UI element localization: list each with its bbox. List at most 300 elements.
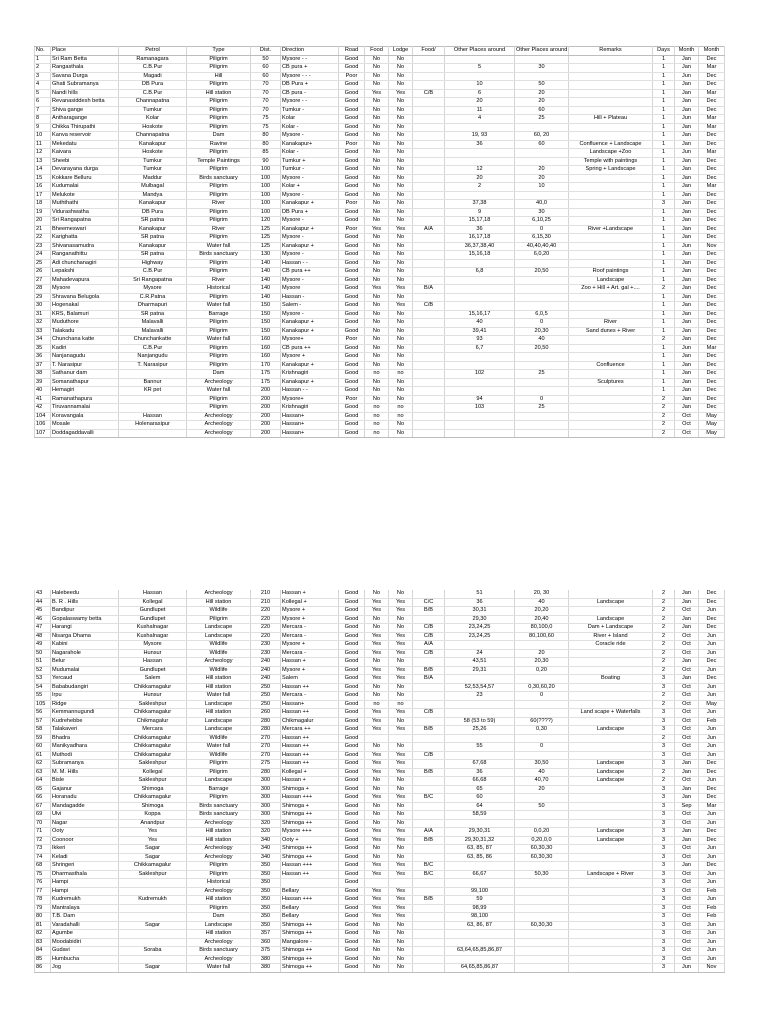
cell-direction: Hassan+ bbox=[281, 700, 339, 709]
cell-no: 67 bbox=[35, 802, 51, 811]
cell-food: No bbox=[365, 98, 389, 107]
cell-month-from: Oct bbox=[675, 955, 699, 964]
header-lodge: Lodge bbox=[389, 47, 413, 56]
table-row bbox=[35, 55, 725, 64]
cell-no: 82 bbox=[35, 930, 51, 939]
cell-petrol: Sagar bbox=[119, 921, 187, 930]
cell-month-from: Jan bbox=[675, 55, 699, 64]
cell-direction: Hassan + bbox=[281, 777, 339, 786]
cell-remarks bbox=[569, 353, 653, 362]
cell-road: Good bbox=[339, 412, 365, 421]
cell-remarks bbox=[569, 666, 653, 675]
cell-petrol: Kanakapur bbox=[119, 225, 187, 234]
cell-food: No bbox=[365, 174, 389, 183]
cell-road: Good bbox=[339, 293, 365, 302]
cell-month-from: Jan bbox=[675, 157, 699, 166]
cell-type: Archeology bbox=[187, 845, 251, 854]
cell-road: Good bbox=[339, 624, 365, 633]
cell-remarks bbox=[569, 370, 653, 379]
cell-petrol: Maddur bbox=[119, 174, 187, 183]
cell-no: 56 bbox=[35, 709, 51, 718]
cell-other-places-2: 30,50 bbox=[515, 760, 569, 769]
cell-food-lodge-grade bbox=[413, 938, 445, 947]
cell-no: 85 bbox=[35, 955, 51, 964]
cell-road: Good bbox=[339, 632, 365, 641]
cell-food-lodge-grade bbox=[413, 293, 445, 302]
cell-place: Hogenakal bbox=[51, 302, 119, 311]
cell-petrol: Hassan bbox=[119, 658, 187, 667]
cell-food-lodge-grade bbox=[413, 853, 445, 862]
cell-food: no bbox=[365, 421, 389, 430]
cell-month-to: Dec bbox=[699, 658, 725, 667]
table-row bbox=[35, 344, 725, 353]
cell-no: 12 bbox=[35, 149, 51, 158]
cell-days: 1 bbox=[653, 72, 675, 81]
cell-road: Good bbox=[339, 421, 365, 430]
cell-month-to: Dec bbox=[699, 268, 725, 277]
cell-direction: Hassan ++ bbox=[281, 734, 339, 743]
table-row bbox=[35, 293, 725, 302]
cell-month-from: Oct bbox=[675, 692, 699, 701]
cell-lodge: Yes bbox=[389, 768, 413, 777]
cell-road: Good bbox=[339, 938, 365, 947]
cell-other-places-1: 63, 85, 86 bbox=[445, 853, 515, 862]
cell-type: Temple Paintings bbox=[187, 157, 251, 166]
cell-food: no bbox=[365, 700, 389, 709]
cell-place: T.B. Dam bbox=[51, 913, 119, 922]
table-row bbox=[35, 208, 725, 217]
cell-food-lodge-grade bbox=[413, 412, 445, 421]
cell-petrol: Kanakapur bbox=[119, 242, 187, 251]
cell-food-lodge-grade bbox=[413, 683, 445, 692]
cell-remarks bbox=[569, 259, 653, 268]
cell-type: Hill station bbox=[187, 683, 251, 692]
cell-remarks bbox=[569, 302, 653, 311]
cell-month-to: Jun bbox=[699, 853, 725, 862]
cell-place: Muthodi bbox=[51, 751, 119, 760]
cell-no: 20 bbox=[35, 217, 51, 226]
cell-petrol: Gundlupet bbox=[119, 615, 187, 624]
cell-lodge: No bbox=[389, 624, 413, 633]
cell-lodge: Yes bbox=[389, 632, 413, 641]
cell-other-places-1: 40 bbox=[445, 319, 515, 328]
cell-no: 24 bbox=[35, 251, 51, 260]
cell-month-to: Jun bbox=[699, 709, 725, 718]
cell-month-from: Oct bbox=[675, 896, 699, 905]
cell-type: Birds sanctuary bbox=[187, 251, 251, 260]
cell-days: 1 bbox=[653, 106, 675, 115]
cell-month-from: Jan bbox=[675, 217, 699, 226]
cell-direction: Kolar + bbox=[281, 183, 339, 192]
cell-month-from: Jan bbox=[675, 208, 699, 217]
cell-food: No bbox=[365, 802, 389, 811]
travel-table-2 bbox=[34, 590, 724, 973]
cell-days: 1 bbox=[653, 353, 675, 362]
cell-food-lodge-grade: C/B bbox=[413, 302, 445, 311]
cell-food: Yes bbox=[365, 641, 389, 650]
cell-remarks bbox=[569, 802, 653, 811]
cell-type: Piligrim bbox=[187, 208, 251, 217]
cell-dist: 250 bbox=[251, 692, 281, 701]
cell-food-lodge-grade bbox=[413, 217, 445, 226]
table-row bbox=[35, 327, 725, 336]
cell-food: No bbox=[365, 268, 389, 277]
cell-food: Yes bbox=[365, 760, 389, 769]
cell-days: 3 bbox=[653, 683, 675, 692]
cell-other-places-2 bbox=[515, 421, 569, 430]
cell-dist: 140 bbox=[251, 285, 281, 294]
cell-remarks bbox=[569, 421, 653, 430]
cell-food: No bbox=[365, 251, 389, 260]
cell-days: 2 bbox=[653, 395, 675, 404]
cell-month-from: Jan bbox=[675, 259, 699, 268]
cell-remarks bbox=[569, 853, 653, 862]
cell-petrol: Mulbagal bbox=[119, 183, 187, 192]
cell-food: Yes bbox=[365, 768, 389, 777]
cell-other-places-2: 25 bbox=[515, 404, 569, 413]
cell-dist: 300 bbox=[251, 785, 281, 794]
table-row bbox=[35, 947, 725, 956]
cell-days: 3 bbox=[653, 675, 675, 684]
cell-petrol: Chikkamagalur bbox=[119, 709, 187, 718]
cell-direction: CB pura - bbox=[281, 89, 339, 98]
cell-month-to: May bbox=[699, 421, 725, 430]
cell-other-places-1: 36 bbox=[445, 225, 515, 234]
cell-type: Piligrim bbox=[187, 123, 251, 132]
cell-road: Good bbox=[339, 361, 365, 370]
cell-other-places-2: 0,0,20 bbox=[515, 828, 569, 837]
cell-days: 2 bbox=[653, 421, 675, 430]
cell-lodge: No bbox=[389, 590, 413, 598]
table-row bbox=[35, 149, 725, 158]
cell-road: Good bbox=[339, 777, 365, 786]
cell-direction: Hassan - - bbox=[281, 387, 339, 396]
cell-direction: Kanakapur + bbox=[281, 200, 339, 209]
cell-month-from: Jan bbox=[675, 310, 699, 319]
cell-month-to: Dec bbox=[699, 81, 725, 90]
cell-direction: Shimoga ++ bbox=[281, 964, 339, 973]
cell-no: 33 bbox=[35, 327, 51, 336]
cell-lodge: Yes bbox=[389, 285, 413, 294]
cell-no: 30 bbox=[35, 302, 51, 311]
cell-month-from: Jan bbox=[675, 598, 699, 607]
cell-direction: Hassan + bbox=[281, 658, 339, 667]
cell-other-places-1: 102 bbox=[445, 370, 515, 379]
cell-lodge bbox=[389, 879, 413, 888]
cell-dist: 80 bbox=[251, 140, 281, 149]
cell-other-places-1: 6,8 bbox=[445, 268, 515, 277]
table-row bbox=[35, 378, 725, 387]
cell-place: Sheebi bbox=[51, 157, 119, 166]
cell-month-from: Oct bbox=[675, 845, 699, 854]
cell-place: Mudumalai bbox=[51, 666, 119, 675]
cell-month-to: Jun bbox=[699, 879, 725, 888]
cell-remarks bbox=[569, 98, 653, 107]
cell-lodge: No bbox=[389, 811, 413, 820]
cell-days: 1 bbox=[653, 319, 675, 328]
cell-food: No bbox=[365, 327, 389, 336]
cell-lodge: Yes bbox=[389, 302, 413, 311]
cell-road: Good bbox=[339, 743, 365, 752]
cell-food: Yes bbox=[365, 828, 389, 837]
cell-month-from: Oct bbox=[675, 412, 699, 421]
cell-place: Kadiri bbox=[51, 344, 119, 353]
cell-days: 2 bbox=[653, 285, 675, 294]
cell-remarks: Landscape bbox=[569, 276, 653, 285]
cell-lodge: No bbox=[389, 81, 413, 90]
cell-days: 1 bbox=[653, 234, 675, 243]
cell-remarks bbox=[569, 72, 653, 81]
table-row bbox=[35, 268, 725, 277]
cell-direction: CB pura + bbox=[281, 64, 339, 73]
cell-month-from: Oct bbox=[675, 700, 699, 709]
cell-lodge: no bbox=[389, 404, 413, 413]
cell-other-places-1: 6,7 bbox=[445, 344, 515, 353]
cell-type: Hill station bbox=[187, 930, 251, 939]
cell-food-lodge-grade: C/B bbox=[413, 624, 445, 633]
cell-month-to: Dec bbox=[699, 675, 725, 684]
cell-month-to: Dec bbox=[699, 760, 725, 769]
cell-days: 3 bbox=[653, 921, 675, 930]
cell-month-from: Oct bbox=[675, 666, 699, 675]
cell-month-to: Dec bbox=[699, 55, 725, 64]
cell-petrol: Channapatna bbox=[119, 98, 187, 107]
cell-month-from: Jan bbox=[675, 132, 699, 141]
cell-dist: 140 bbox=[251, 268, 281, 277]
cell-no: 107 bbox=[35, 429, 51, 438]
cell-place: Kabini bbox=[51, 641, 119, 650]
cell-month-to: Jun bbox=[699, 683, 725, 692]
cell-month-from: Jan bbox=[675, 836, 699, 845]
cell-month-from: Oct bbox=[675, 632, 699, 641]
table-row bbox=[35, 429, 725, 438]
cell-petrol bbox=[119, 913, 187, 922]
cell-month-to: Jun bbox=[699, 870, 725, 879]
cell-road: Good bbox=[339, 887, 365, 896]
cell-lodge: Yes bbox=[389, 675, 413, 684]
cell-direction: DB Pura + bbox=[281, 81, 339, 90]
cell-direction: CB pura ++ bbox=[281, 268, 339, 277]
cell-dist: 270 bbox=[251, 743, 281, 752]
cell-type: Birds sanctuary bbox=[187, 802, 251, 811]
cell-lodge: No bbox=[389, 683, 413, 692]
cell-remarks bbox=[569, 904, 653, 913]
table-header-row bbox=[35, 47, 725, 56]
cell-food-lodge-grade: C/B bbox=[413, 751, 445, 760]
cell-place: Shiva gange bbox=[51, 106, 119, 115]
cell-petrol: Chikkamagalur bbox=[119, 751, 187, 760]
cell-dist: 360 bbox=[251, 938, 281, 947]
cell-place: Devarayana durga bbox=[51, 166, 119, 175]
cell-days: 1 bbox=[653, 140, 675, 149]
cell-dist: 125 bbox=[251, 234, 281, 243]
cell-other-places-2: 20,30 bbox=[515, 658, 569, 667]
table-row bbox=[35, 395, 725, 404]
cell-other-places-2 bbox=[515, 412, 569, 421]
cell-direction: Mysore - bbox=[281, 251, 339, 260]
cell-road: Good bbox=[339, 598, 365, 607]
cell-other-places-2: 20 bbox=[515, 649, 569, 658]
cell-lodge: No bbox=[389, 234, 413, 243]
cell-month-from: Oct bbox=[675, 641, 699, 650]
cell-remarks: Spring + Landscape bbox=[569, 166, 653, 175]
cell-direction: Mysore - bbox=[281, 276, 339, 285]
cell-remarks bbox=[569, 862, 653, 871]
cell-month-to: Dec bbox=[699, 200, 725, 209]
cell-no: 52 bbox=[35, 666, 51, 675]
cell-road: Good bbox=[339, 921, 365, 930]
cell-month-to: Dec bbox=[699, 862, 725, 871]
cell-petrol: Chikkamagalur bbox=[119, 794, 187, 803]
cell-other-places-1 bbox=[445, 819, 515, 828]
cell-no: 83 bbox=[35, 938, 51, 947]
cell-place: Keladi bbox=[51, 853, 119, 862]
cell-direction: Hassan - - bbox=[281, 259, 339, 268]
cell-lodge: No bbox=[389, 658, 413, 667]
cell-no: 26 bbox=[35, 268, 51, 277]
cell-food-lodge-grade bbox=[413, 964, 445, 973]
cell-remarks bbox=[569, 649, 653, 658]
cell-remarks bbox=[569, 64, 653, 73]
cell-days: 3 bbox=[653, 743, 675, 752]
cell-road: Good bbox=[339, 879, 365, 888]
cell-lodge: No bbox=[389, 743, 413, 752]
cell-other-places-2: 20,50 bbox=[515, 268, 569, 277]
cell-direction: Shimoga ++ bbox=[281, 811, 339, 820]
cell-dist: 280 bbox=[251, 717, 281, 726]
cell-food: No bbox=[365, 319, 389, 328]
cell-type: Piligrim bbox=[187, 344, 251, 353]
cell-food-lodge-grade bbox=[413, 132, 445, 141]
cell-direction: Hassan - bbox=[281, 293, 339, 302]
cell-remarks bbox=[569, 683, 653, 692]
cell-food-lodge-grade bbox=[413, 429, 445, 438]
cell-days: 3 bbox=[653, 828, 675, 837]
cell-road: Good bbox=[339, 268, 365, 277]
cell-no: 15 bbox=[35, 174, 51, 183]
cell-road: Good bbox=[339, 98, 365, 107]
cell-food-lodge-grade: C/C bbox=[413, 598, 445, 607]
cell-month-to: Dec bbox=[699, 208, 725, 217]
cell-road: Good bbox=[339, 700, 365, 709]
cell-type: Archeology bbox=[187, 658, 251, 667]
cell-month-to: Jun bbox=[699, 743, 725, 752]
cell-month-to: Dec bbox=[699, 404, 725, 413]
cell-type: Archeology bbox=[187, 853, 251, 862]
header-other-places-1: Other Places around bbox=[445, 47, 515, 56]
cell-food: Yes bbox=[365, 607, 389, 616]
cell-no: 22 bbox=[35, 234, 51, 243]
cell-dist: 130 bbox=[251, 251, 281, 260]
cell-food-lodge-grade bbox=[413, 115, 445, 124]
cell-place: Muduthore bbox=[51, 319, 119, 328]
cell-place: Nanjanagudu bbox=[51, 353, 119, 362]
cell-no: 35 bbox=[35, 344, 51, 353]
cell-direction: Shimoga ++ bbox=[281, 845, 339, 854]
cell-month-from: Oct bbox=[675, 819, 699, 828]
cell-other-places-2: 50 bbox=[515, 802, 569, 811]
cell-place: Ooty bbox=[51, 828, 119, 837]
cell-food: No bbox=[365, 157, 389, 166]
cell-road: Good bbox=[339, 123, 365, 132]
cell-other-places-1: 15,16,18 bbox=[445, 251, 515, 260]
table-1-body bbox=[35, 55, 725, 438]
cell-place: Nagarahole bbox=[51, 649, 119, 658]
table-row bbox=[35, 404, 725, 413]
cell-food: No bbox=[365, 310, 389, 319]
cell-remarks bbox=[569, 429, 653, 438]
cell-other-places-1 bbox=[445, 72, 515, 81]
cell-month-from: Jan bbox=[675, 89, 699, 98]
cell-road: Good bbox=[339, 641, 365, 650]
cell-dist: 300 bbox=[251, 794, 281, 803]
cell-lodge: No bbox=[389, 115, 413, 124]
cell-place: Vidurashwatha bbox=[51, 208, 119, 217]
cell-no: 7 bbox=[35, 106, 51, 115]
cell-direction: Mysore - - bbox=[281, 55, 339, 64]
cell-other-places-1 bbox=[445, 123, 515, 132]
cell-food-lodge-grade bbox=[413, 930, 445, 939]
cell-days: 1 bbox=[653, 183, 675, 192]
cell-other-places-1: 30,31 bbox=[445, 607, 515, 616]
cell-lodge: No bbox=[389, 395, 413, 404]
cell-month-to: Jun bbox=[699, 947, 725, 956]
table-row bbox=[35, 921, 725, 930]
cell-food: no bbox=[365, 404, 389, 413]
cell-other-places-2: 40 bbox=[515, 598, 569, 607]
cell-month-from: Jan bbox=[675, 387, 699, 396]
cell-food-lodge-grade bbox=[413, 387, 445, 396]
cell-place: Kaivara bbox=[51, 149, 119, 158]
cell-petrol: Malavalli bbox=[119, 327, 187, 336]
cell-month-from: Jan bbox=[675, 302, 699, 311]
cell-other-places-1: 64,65,85,86,87 bbox=[445, 964, 515, 973]
cell-other-places-1 bbox=[445, 157, 515, 166]
cell-petrol: Mysore bbox=[119, 285, 187, 294]
cell-other-places-2 bbox=[515, 947, 569, 956]
cell-type: Piligrim bbox=[187, 404, 251, 413]
cell-place: Tiruvannamalai bbox=[51, 404, 119, 413]
cell-type: Landscape bbox=[187, 726, 251, 735]
cell-other-places-2 bbox=[515, 191, 569, 200]
cell-petrol: Yes bbox=[119, 828, 187, 837]
cell-no: 84 bbox=[35, 947, 51, 956]
cell-direction: Mercara - bbox=[281, 692, 339, 701]
cell-type: Piligrim bbox=[187, 115, 251, 124]
table-row bbox=[35, 81, 725, 90]
cell-other-places-1 bbox=[445, 930, 515, 939]
cell-days: 1 bbox=[653, 370, 675, 379]
cell-dist: 340 bbox=[251, 845, 281, 854]
cell-lodge: Yes bbox=[389, 751, 413, 760]
cell-type: Wildlife bbox=[187, 649, 251, 658]
cell-direction: Krishnagiri bbox=[281, 370, 339, 379]
cell-month-from: Jan bbox=[675, 658, 699, 667]
cell-other-places-1: 15,16,17 bbox=[445, 310, 515, 319]
cell-petrol: Magadi bbox=[119, 72, 187, 81]
cell-direction: Salem bbox=[281, 675, 339, 684]
cell-direction: Chikmagalur bbox=[281, 717, 339, 726]
cell-other-places-2 bbox=[515, 157, 569, 166]
cell-direction: Hassan ++ bbox=[281, 751, 339, 760]
cell-dist: 220 bbox=[251, 624, 281, 633]
cell-dist: 250 bbox=[251, 683, 281, 692]
cell-other-places-2: 6,0,20 bbox=[515, 251, 569, 260]
cell-food bbox=[365, 734, 389, 743]
cell-month-from: Jan bbox=[675, 862, 699, 871]
cell-other-places-1: 23,24,25 bbox=[445, 632, 515, 641]
cell-month-from: Oct bbox=[675, 921, 699, 930]
